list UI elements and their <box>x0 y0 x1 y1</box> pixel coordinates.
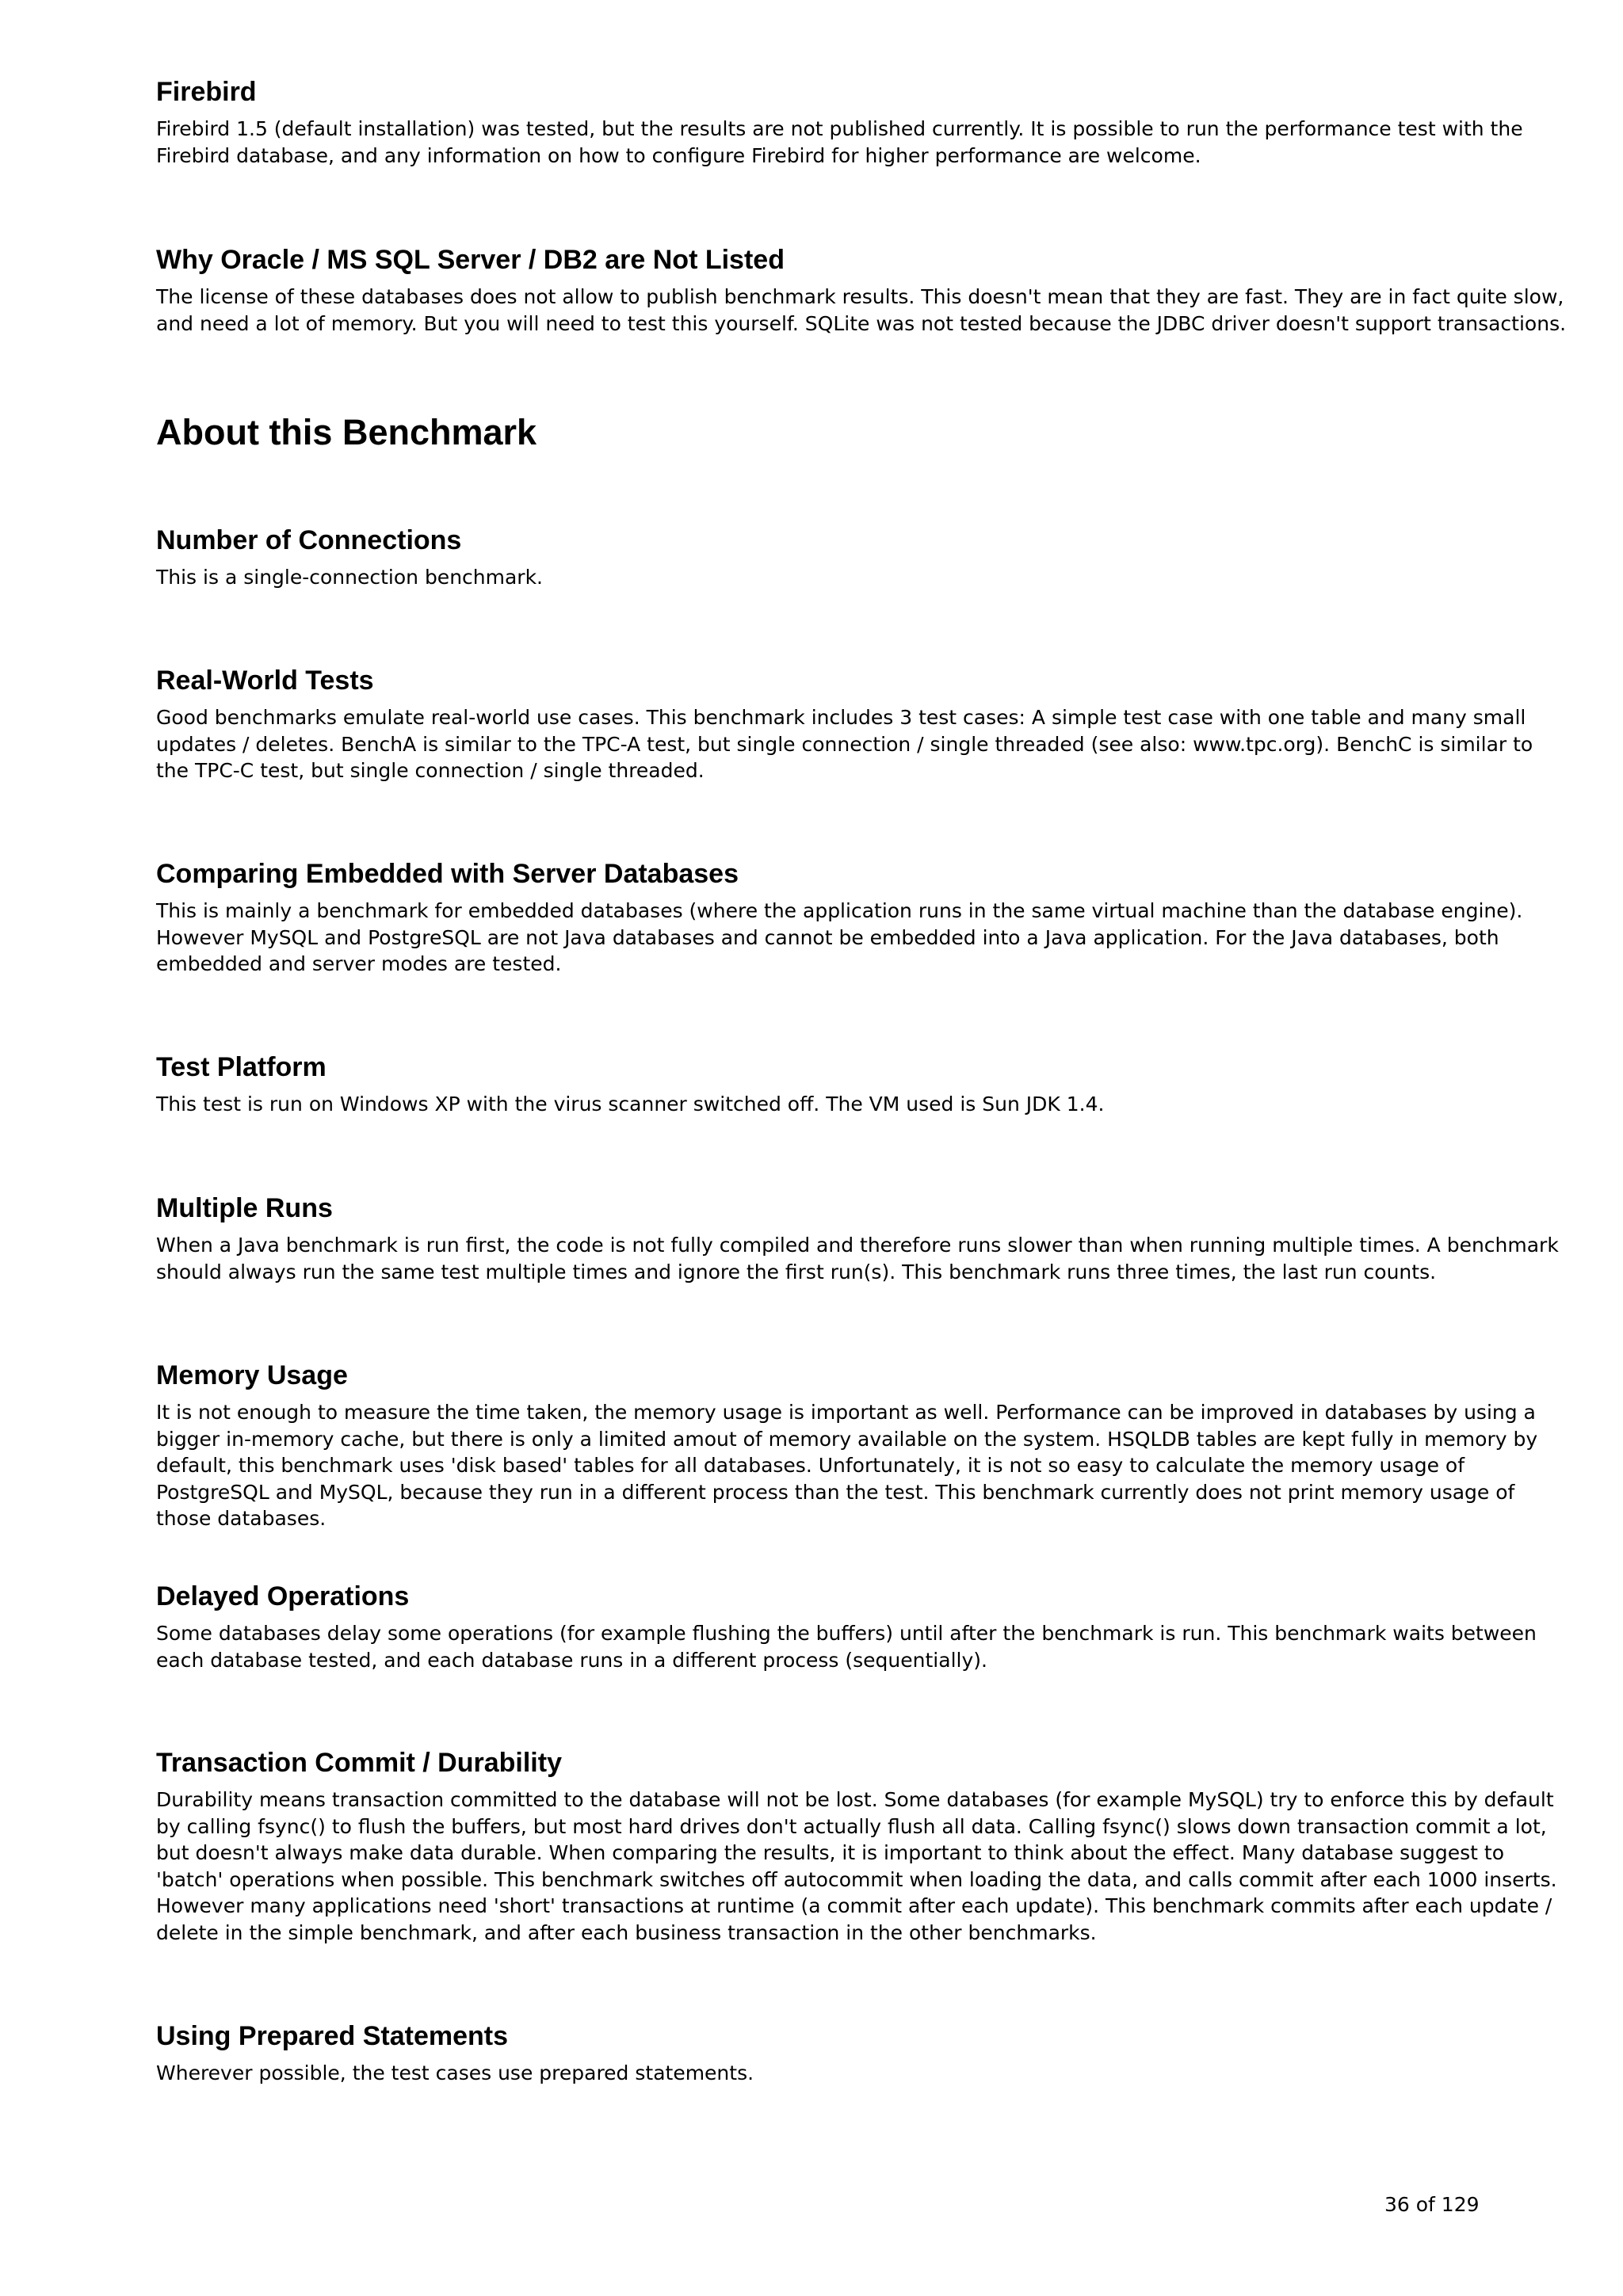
section-body: Firebird 1.5 (default installation) was tested, but the results are not published currently. It is possible to run the performance test with the Firebird database, and any information on how to configure Firebird for higher performance are welcome. <box>156 117 1523 167</box>
section-number-of-connections <box>156 524 1567 591</box>
section-not-listed <box>156 244 1567 337</box>
section-memory-usage <box>156 1360 1567 1532</box>
section-body: Good benchmarks emulate real-world use cases. This benchmark includes 3 test cases: A simple test case with one table and many small updates / deletes. BenchA is similar to the TPC-A test, but single connection / single threaded (see also: www.tpc.org). BenchC is similar to the TPC-C test, but single connection / single threaded. <box>156 706 1533 782</box>
section-real-world-tests <box>156 665 1567 784</box>
section-body: This is mainly a benchmark for embedded databases (where the application runs in the same virtual machine than the database engine). However MySQL and PostgreSQL are not Java databases and cannot be embedded into a Java application. For the Java databases, both embedded and server modes are tested. <box>156 899 1523 975</box>
section-heading: Transaction Commit / Durability <box>156 1748 562 1778</box>
page-section-title: About this Benchmark <box>156 412 537 452</box>
section-body: Some databases delay some operations (for example flushing the buffers) until after the benchmark is run. This benchmark waits between each database tested, and each database runs in a different process (sequentially). <box>156 1622 1537 1672</box>
section-test-platform <box>156 1051 1567 1118</box>
section-heading: Multiple Runs <box>156 1193 333 1223</box>
section-transaction-commit <box>156 1747 1567 1946</box>
section-heading: Memory Usage <box>156 1360 348 1390</box>
section-embedded-vs-server <box>156 858 1567 978</box>
section-heading: Number of Connections <box>156 525 462 555</box>
section-heading: Comparing Embedded with Server Databases <box>156 859 739 889</box>
section-multiple-runs <box>156 1192 1567 1285</box>
section-delayed-operations <box>156 1581 1567 1673</box>
section-heading: Why Oracle / MS SQL Server / DB2 are Not Listed <box>156 245 785 275</box>
section-heading: Test Platform <box>156 1052 327 1082</box>
section-prepared-statements <box>156 2020 1567 2087</box>
section-body: This test is run on Windows XP with the virus scanner switched off. The VM used is Sun JDK 1.4. <box>156 1093 1105 1116</box>
section-body: It is not enough to measure the time taken, the memory usage is important as well. Performance can be improved in databases by using a bigger in-memory cache, but there is only a limited amout of memory available on the system. HSQLDB tables are kept fully in memory by default, this benchmark uses 'disk based' tables for all databases. Unfortunately, it is not so easy to calculate the memory usage of PostgreSQL and MySQL, because they run in a different process than the test. This benchmark currently does not print memory usage of those databases. <box>156 1401 1538 1530</box>
section-about-benchmark <box>156 412 1567 453</box>
page-number: 36 of 129 <box>1384 2193 1480 2216</box>
section-body: When a Java benchmark is run first, the code is not fully compiled and therefore runs slower than when running multiple times. A benchmark should always run the same test multiple times and ignore the first run(s). This benchmark runs three times, the last run counts. <box>156 1234 1559 1283</box>
section-body: The license of these databases does not allow to publish benchmark results. This doesn't mean that they are fast. They are in fact quite slow, and need a lot of memory. But you will need to test this yourself. SQLite was not tested because the JDBC driver doesn't support transactions. <box>156 285 1567 335</box>
section-heading: Using Prepared Statements <box>156 2021 509 2051</box>
section-body: Wherever possible, the test cases use prepared statements. <box>156 2061 754 2084</box>
section-body: Durability means transaction committed to the database will not be lost. Some databases (for example MySQL) try to enforce this by default by calling fsync() to flush the buffers, but most hard drives don't actually flush all data. Calling fsync() slows down transaction commit a lot, but doesn't always make data durable. When comparing the results, it is important to think about the effect. Many database suggest to 'batch' operations when possible. This benchmark switches off autocommit when loading the data, and calls commit after each 1000 inserts. However many applications need 'short' transactions at runtime (a commit after each update). This benchmark commits after each update / delete in the simple benchmark, and after each business transaction in the other benchmarks. <box>156 1788 1557 1944</box>
section-firebird <box>156 76 1567 169</box>
section-heading: Firebird <box>156 77 257 107</box>
section-heading: Real-World Tests <box>156 666 374 696</box>
section-body: This is a single-connection benchmark. <box>156 566 544 589</box>
section-heading: Delayed Operations <box>156 1581 410 1611</box>
